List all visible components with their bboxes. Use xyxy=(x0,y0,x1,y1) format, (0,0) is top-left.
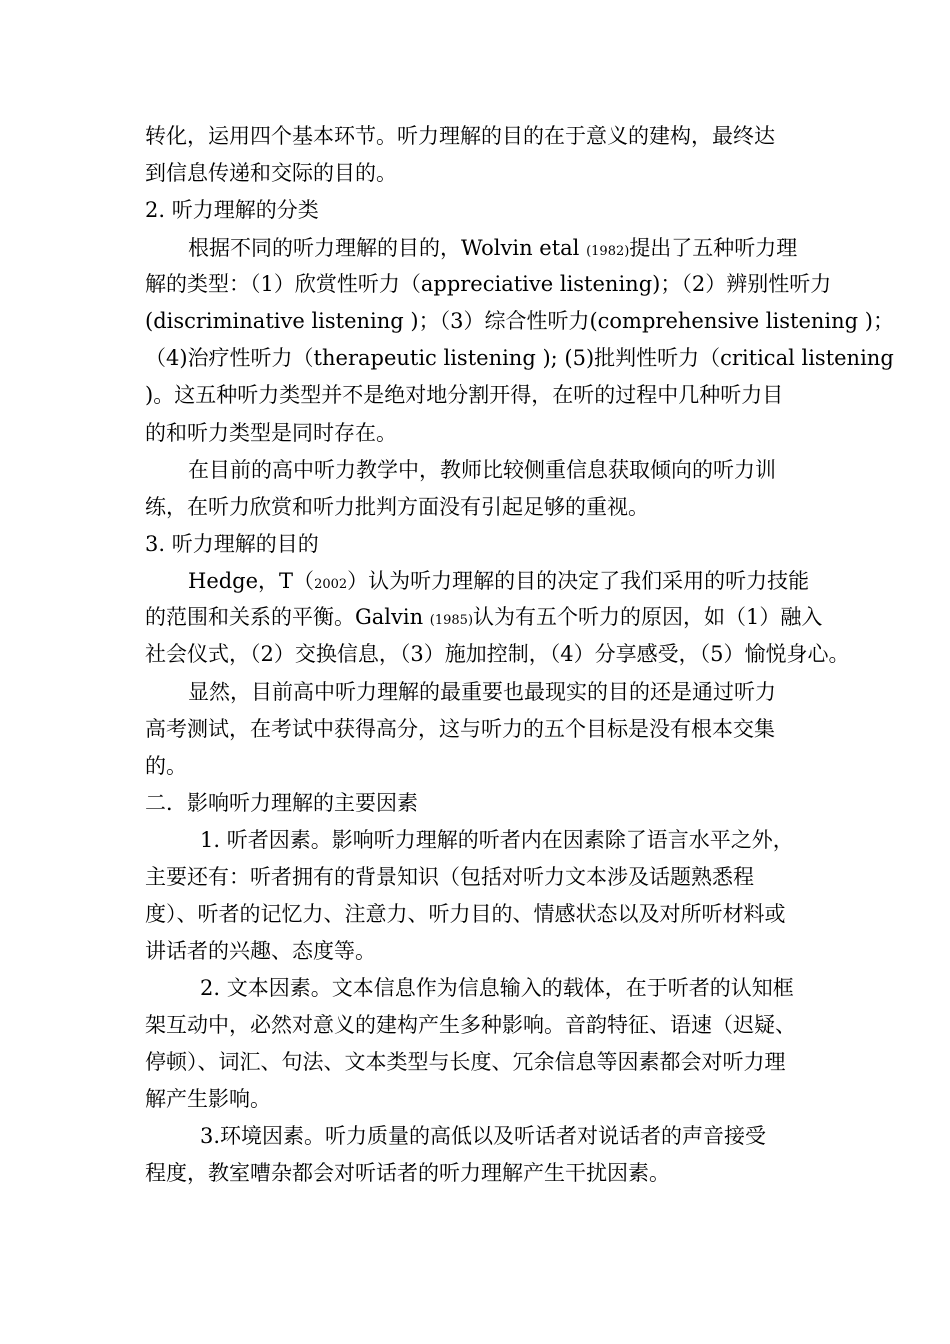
text-line: 度）、听者的记忆力、注意力、听力目的、情感状态以及对所听材料或 xyxy=(145,902,786,926)
text-line xyxy=(145,605,823,629)
text-line: 高考测试，在考试中获得高分，这与听力的五个目标是没有根本交集 xyxy=(145,717,775,741)
section-heading: 2. 听力理解的分类 xyxy=(145,198,319,222)
section-heading: 二．影响听力理解的主要因素 xyxy=(145,791,418,815)
text-line: )。这五种听力类型并不是绝对地分割开得，在听的过程中几种听力目 xyxy=(145,383,784,407)
section-heading: 3. 听力理解的目的 xyxy=(145,532,319,556)
text-line: 显然，目前高中听力理解的最重要也最现实的目的还是通过听力 xyxy=(188,680,776,704)
text-line: 停顿）、词汇、句法、文本类型与长度、冗余信息等因素都会对听力理 xyxy=(145,1050,786,1074)
text-span: Hedge，T（ xyxy=(188,569,315,593)
text-line: 社会仪式，（2）交换信息，（3）施加控制，（4）分享感受，（5）愉悦身心。 xyxy=(145,642,850,666)
text-line: 程度，教室嘈杂都会对听话者的听力理解产生干扰因素。 xyxy=(145,1161,670,1185)
text-line: (discriminative listening )；（3）综合性听力(comprehensive listening )； xyxy=(145,309,894,333)
text-span: 提出了五种听力理 xyxy=(629,236,798,260)
text-line xyxy=(188,236,810,260)
text-span: 根据不同的听力理解的目的，Wolvin etal xyxy=(188,236,587,260)
text-line: 架互动中，必然对意义的建构产生多种影响。音韵特征、语速（迟疑、 xyxy=(145,1013,796,1037)
citation-year: (1985) xyxy=(429,613,474,628)
text-line: 1. 听者因素。影响听力理解的听者内在因素除了语言水平之外， xyxy=(200,828,794,852)
text-line: 讲话者的兴趣、态度等。 xyxy=(145,939,376,963)
citation-year: (1982) xyxy=(586,244,630,259)
text-line: 解的类型：（1）欣赏性听力（appreciative listening)；（2）辨别性听力 xyxy=(145,272,832,296)
citation-year: 2002 xyxy=(314,577,348,592)
text-line: 转化，运用四个基本环节。听力理解的目的在于意义的建构，最终达 xyxy=(145,124,775,148)
text-span: ）认为听力理解的目的决定了我们采用的听力技能 xyxy=(347,569,810,593)
text-line: 练，在听力欣赏和听力批判方面没有引起足够的重视。 xyxy=(145,495,649,519)
text-line: 到信息传递和交际的目的。 xyxy=(145,161,397,185)
text-line: 解产生影响。 xyxy=(145,1087,271,1111)
text-line: 的和听力类型是同时存在。 xyxy=(145,421,397,445)
text-span: 的范围和关系的平衡。Galvin xyxy=(145,605,430,629)
text-span: 认为有五个听力的原因，如（1）融入 xyxy=(473,605,823,629)
text-line: 的。 xyxy=(145,754,187,778)
text-line: 在目前的高中听力教学中，教师比较侧重信息获取倾向的听力训 xyxy=(188,458,776,482)
text-line: （4)治疗性听力（therapeutic listening ); (5)批判性听力（critical listening xyxy=(145,346,894,370)
text-line: 3.环境因素。听力质量的高低以及听话者对说话者的声音接受 xyxy=(200,1124,767,1148)
text-line: 2. 文本因素。文本信息作为信息输入的载体，在于听者的认知框 xyxy=(200,976,794,1000)
text-line xyxy=(188,569,810,593)
text-line: 主要还有：听者拥有的背景知识（包括对听力文本涉及话题熟悉程 xyxy=(145,865,754,889)
